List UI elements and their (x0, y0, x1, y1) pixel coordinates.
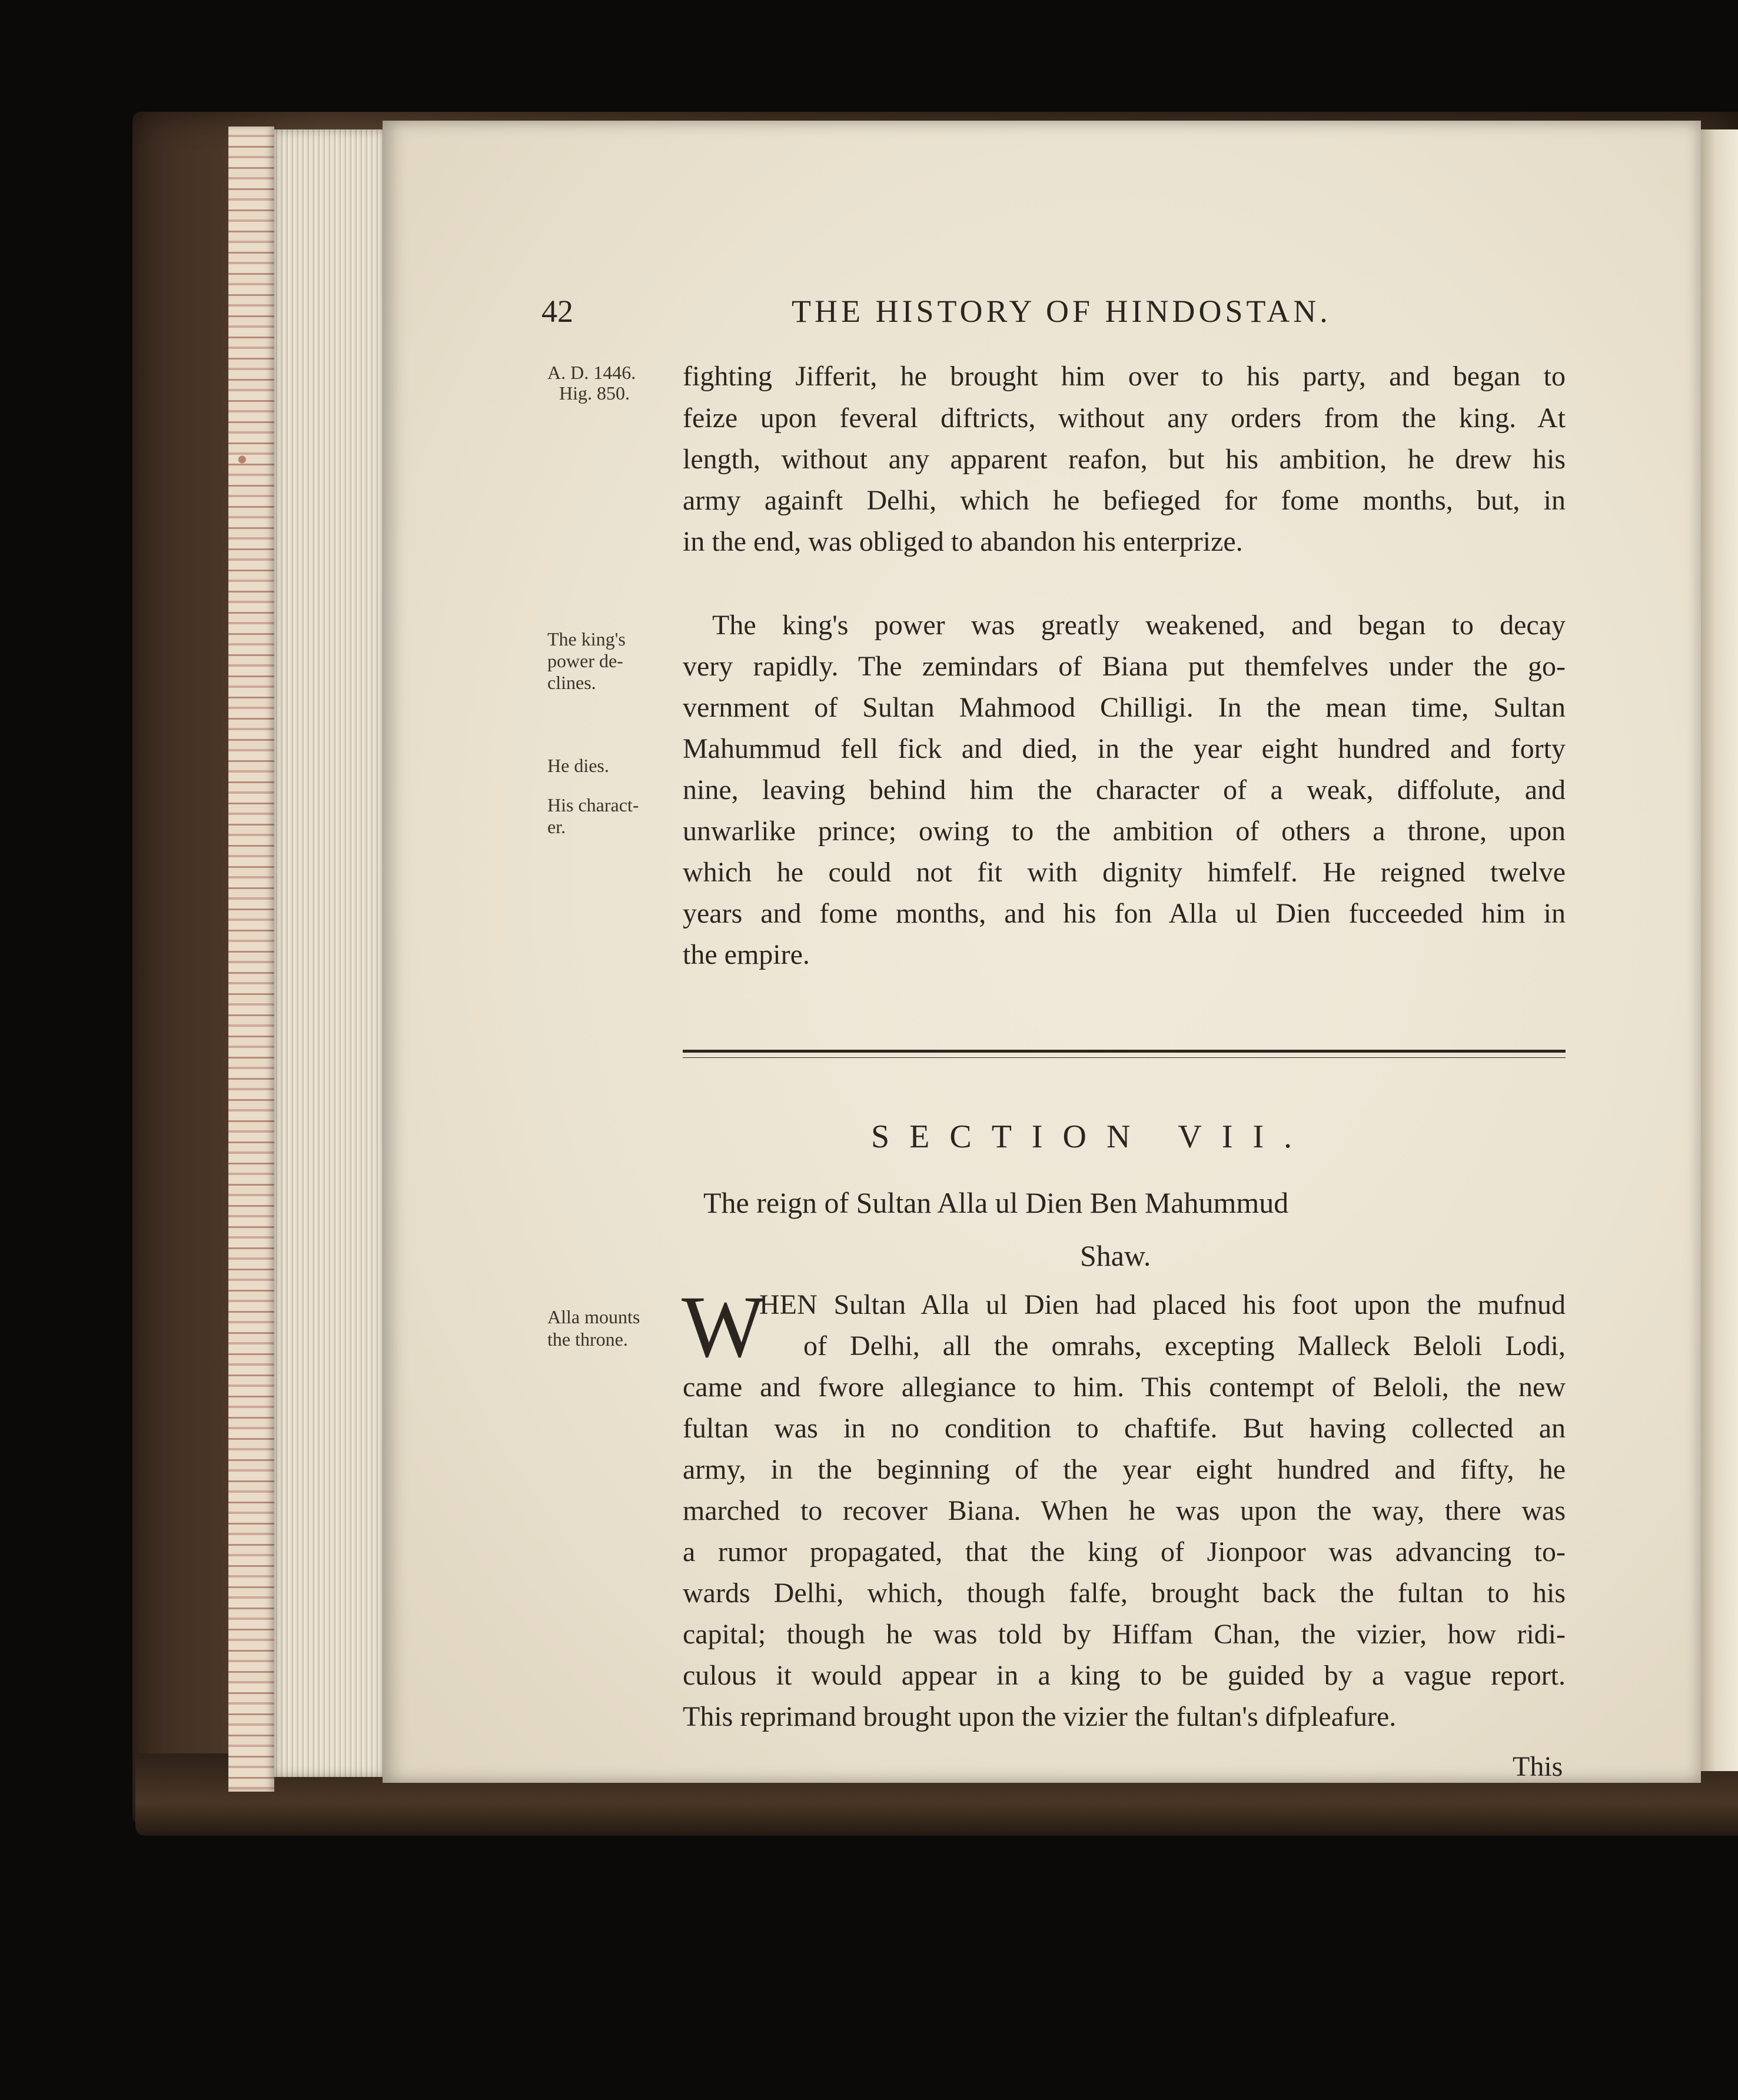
paragraph-2-line: vernment of Sultan Mahmood Chilligi. In the mean time, Sultan (683, 692, 1566, 723)
paragraph-3-line: marched to recover Biana. When he was upon the way, there was (683, 1495, 1566, 1526)
paragraph-3-line: capital; though he was told by Hiffam Chan, the vizier, how ridi- (683, 1619, 1566, 1650)
paragraph-2-line: years and fome months, and his fon Alla ul Dien fucceeded him in (683, 898, 1566, 929)
paragraph-3-line: of Delhi, all the omrahs, excepting Malleck Beloli Lodi, (803, 1330, 1566, 1362)
marbled-page-edge (228, 127, 274, 1792)
paragraph-2-line: very rapidly. The zemindars of Biana put themfelves under the go- (683, 651, 1566, 682)
paragraph-1-line: in the end, was obliged to abandon his enterprize. (683, 526, 1243, 557)
paragraph-3-line: a rumor propagated, that the king of Jionpoor was advancing to- (683, 1536, 1566, 1567)
paragraph-2-line: nine, leaving behind him the character of a weak, diffolute, and (683, 774, 1566, 806)
paragraph-1-line: army againft Delhi, which he befieged for fome months, but, in (683, 485, 1566, 516)
margin-note-character-2: er. (547, 816, 566, 837)
paragraph-2-line: The king's power was greatly weakened, and began to decay (712, 610, 1566, 641)
margin-note-kings-power-2: power de- (547, 650, 623, 671)
paragraph-3-line: HEN Sultan Alla ul Dien had placed his foot upon the mufnud (759, 1289, 1566, 1320)
margin-note-year-ad: A. D. 1446. (547, 362, 636, 383)
paragraph-3-line: army, in the beginning of the year eight hundred and fifty, he (683, 1454, 1566, 1485)
paragraph-1-line: fighting Jifferit, he brought him over to his party, and began to (683, 361, 1566, 392)
margin-note-alla-mounts-1: Alla mounts (547, 1306, 640, 1327)
paragraph-2-line: Mahummud fell fick and died, in the year eight hundred and forty (683, 733, 1566, 764)
paragraph-1-line: length, without any apparent reafon, but his ambition, he drew his (683, 444, 1566, 475)
paragraph-3-line: wards Delhi, which, though falfe, brought back the fultan to his (683, 1578, 1566, 1609)
paragraph-3-line: came and fwore allegiance to him. This contempt of Beloli, the new (683, 1372, 1566, 1403)
margin-note-alla-mounts-2: the throne. (547, 1329, 628, 1350)
paragraph-3-line: fultan was in no condition to chaftife. But having collected an (683, 1413, 1566, 1444)
paragraph-2-line: unwarlike prince; owing to the ambition of others a throne, upon (683, 816, 1566, 847)
margin-note-year-hig: Hig. 850. (559, 382, 630, 404)
paragraph-1-line: feize upon feveral diftricts, without any orders from the king. At (683, 402, 1566, 434)
page-number: 42 (541, 294, 573, 329)
drop-cap: W (682, 1278, 765, 1376)
section-divider-thick (683, 1050, 1566, 1053)
section-heading: SECTION VII. (871, 1119, 1312, 1155)
paragraph-2-line: the empire. (683, 939, 810, 970)
paragraph-3-line: culous it would appear in a king to be guided by a vague report. (683, 1660, 1566, 1691)
section-title-line-1: The reign of Sultan Alla ul Dien Ben Mahummud (703, 1186, 1289, 1219)
paragraph-2-line: which he could not fit with dignity himfelf. He reigned twelve (683, 857, 1566, 888)
margin-note-kings-power-1: The king's (547, 628, 626, 650)
section-title-line-2: Shaw. (1080, 1239, 1151, 1272)
margin-note-he-dies: He dies. (547, 755, 609, 776)
running-title: THE HISTORY OF HINDOSTAN. (792, 294, 1331, 329)
next-page-edge (1701, 129, 1738, 1771)
catchword: This (1513, 1751, 1563, 1782)
paragraph-3-line: This reprimand brought upon the vizier the fultan's difpleafure. (683, 1701, 1397, 1732)
section-divider-thin (683, 1057, 1566, 1058)
margin-note-kings-power-3: clines. (547, 672, 596, 693)
page-stack (274, 129, 386, 1777)
margin-note-character-1: His charact- (547, 794, 639, 816)
